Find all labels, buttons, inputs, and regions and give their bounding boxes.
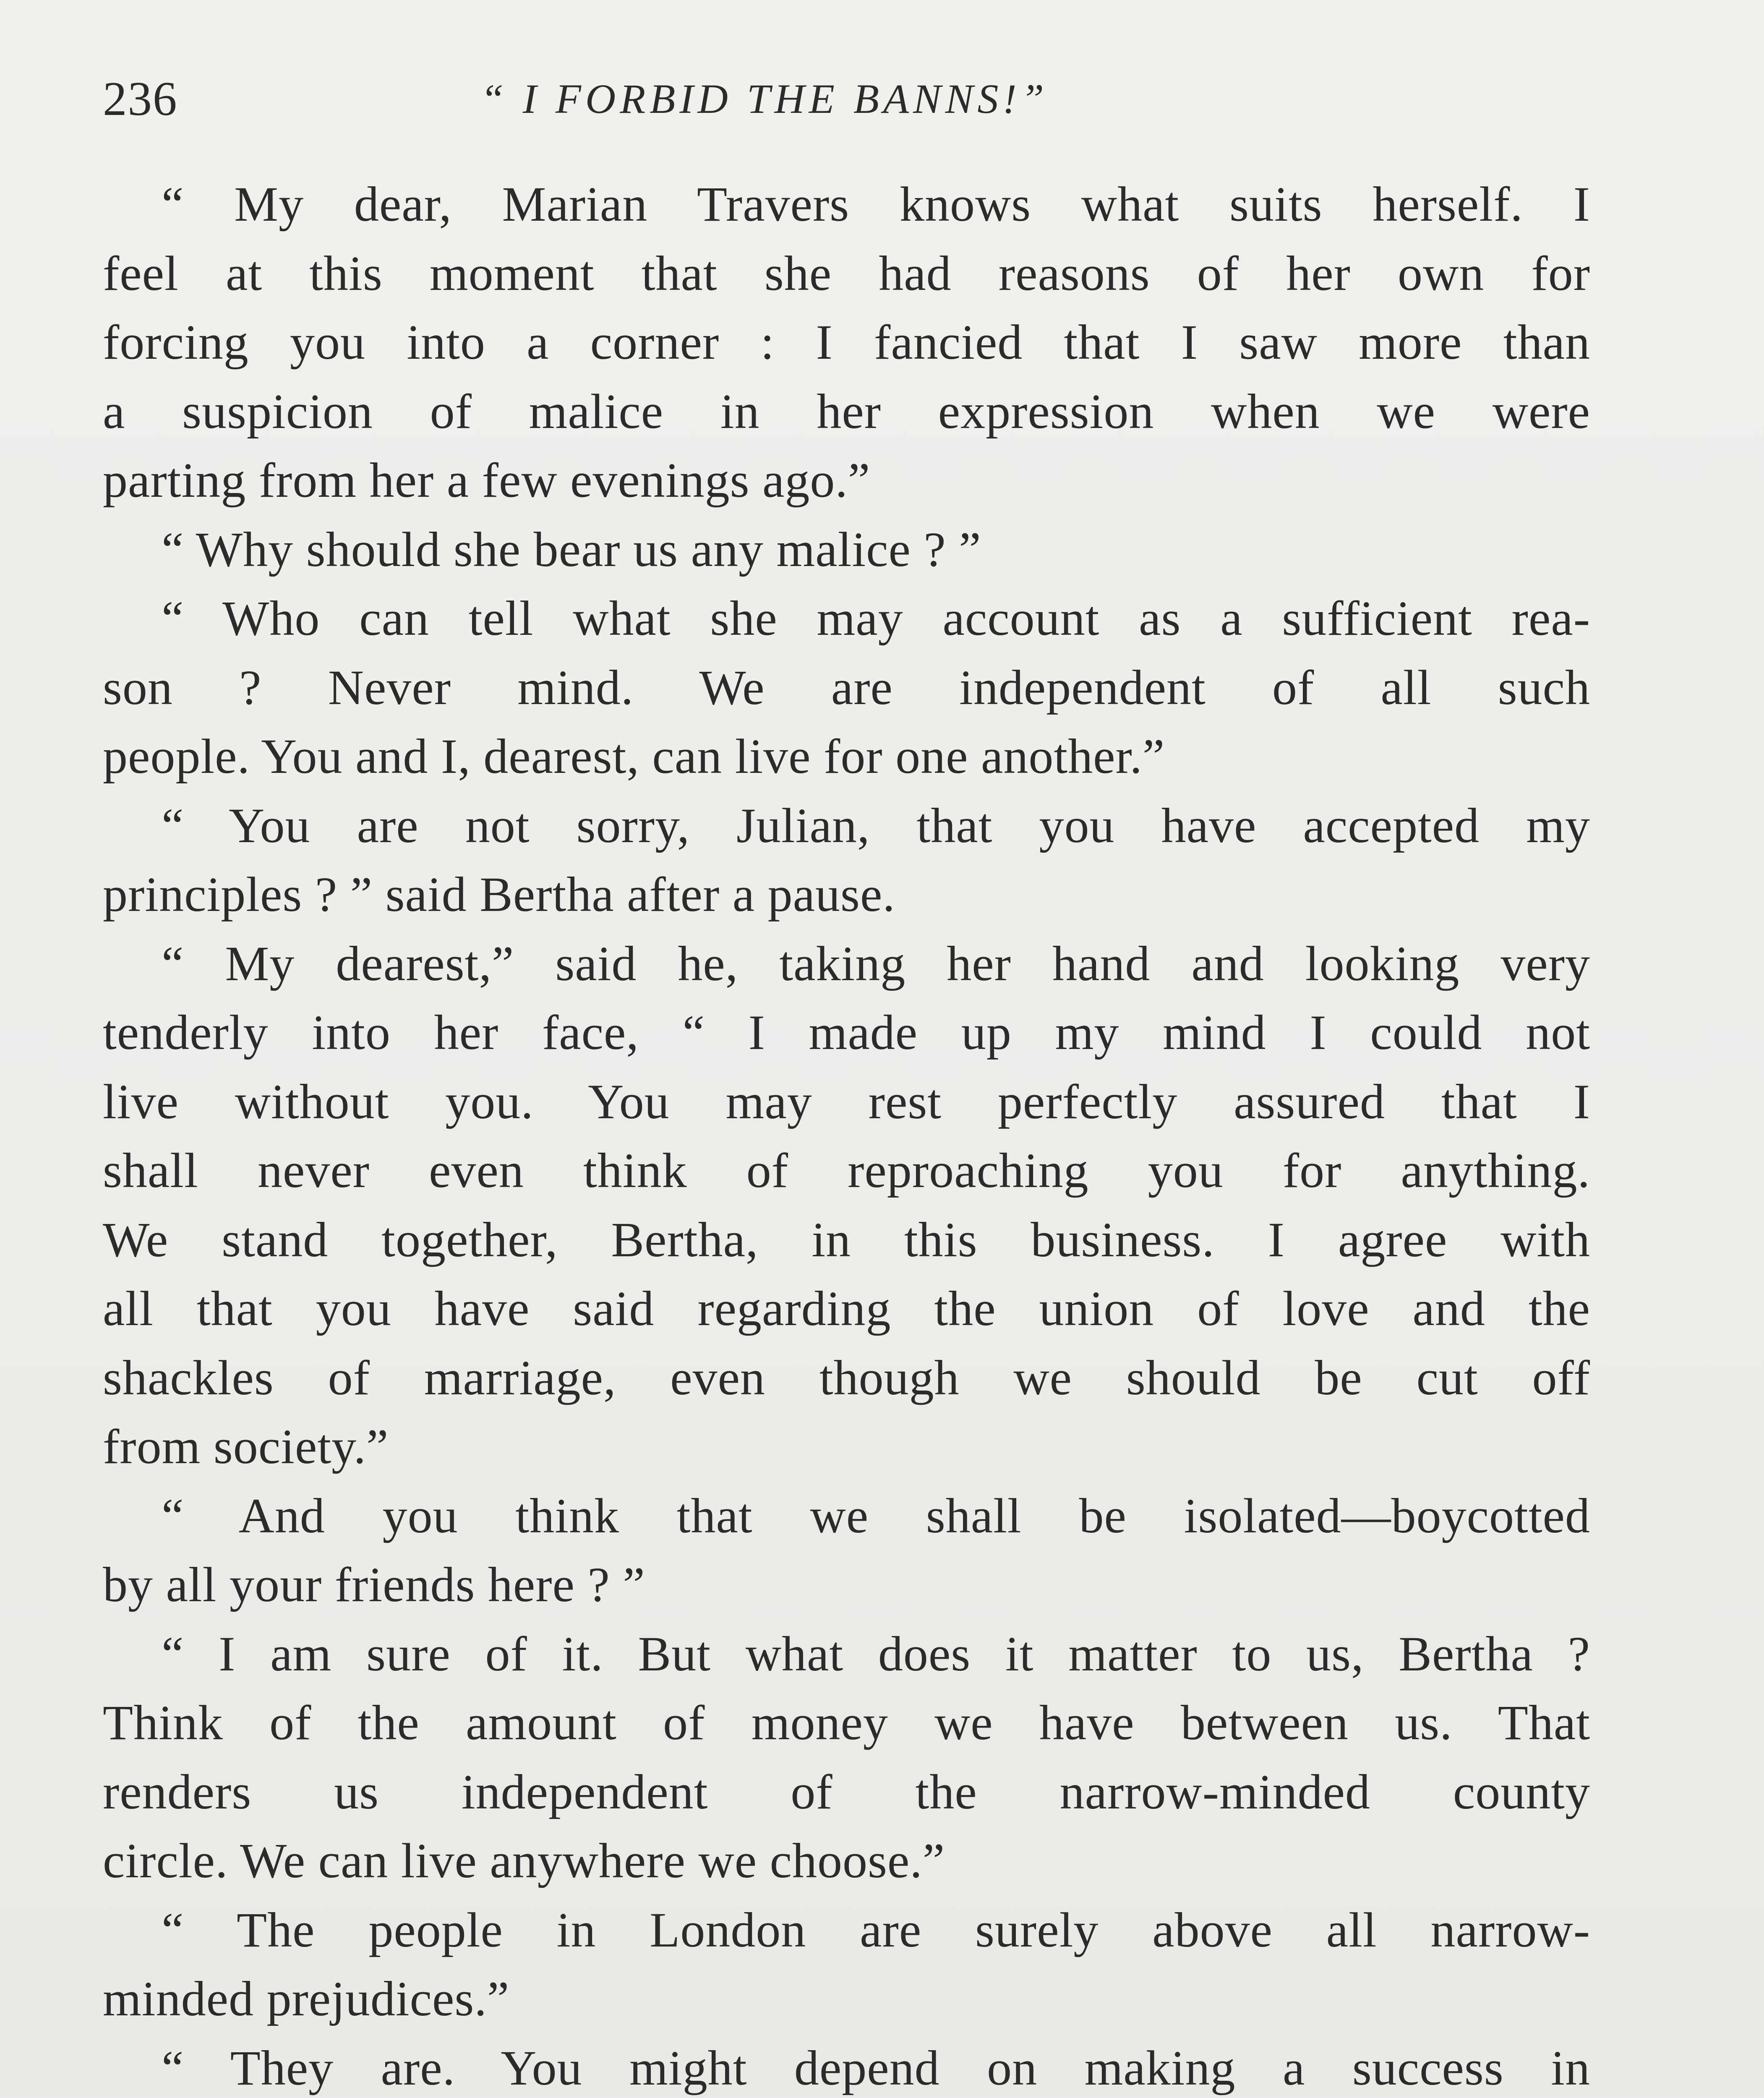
text-line: parting from her a few evenings ago.” xyxy=(103,453,871,508)
text-line: We stand together, Bertha, in this business. I agree with xyxy=(103,1212,1590,1267)
text-line: “ Why should she bear us any malice ? ” xyxy=(162,522,981,577)
text-line: by all your friends here ? ” xyxy=(103,1557,645,1612)
text-line: minded prejudices.” xyxy=(103,1971,510,2026)
text-line: people. You and I, dearest, can live for one another.” xyxy=(103,729,1165,784)
text-line: “ They are. You might depend on making a success in xyxy=(162,2040,1590,2095)
text-line: all that you have said regarding the union of love and the xyxy=(103,1281,1590,1336)
text-line: “ My dearest,” said he, taking her hand and looking very xyxy=(162,936,1590,991)
text-line: tenderly into her face, “ I made up my mind I could not xyxy=(103,1005,1590,1060)
running-title: “ I FORBID THE BANNS!” xyxy=(480,76,1049,122)
text-line: Think of the amount of money we have between us. That xyxy=(103,1695,1590,1750)
text-line: principles ? ” said Bertha after a pause. xyxy=(103,867,895,922)
text-line: renders us independent of the narrow-minded county xyxy=(103,1764,1590,1819)
text-line: “ Who can tell what she may account as a sufficient rea- xyxy=(162,591,1590,646)
text-line: “ I am sure of it. But what does it matter to us, Bertha ? xyxy=(162,1626,1590,1681)
body-text xyxy=(103,170,1590,2098)
text-line: live without you. You may rest perfectly assured that I xyxy=(103,1074,1590,1129)
text-line: “ My dear, Marian Travers knows what suits herself. I xyxy=(162,177,1590,232)
text-line: feel at this moment that she had reasons of her own for xyxy=(103,245,1590,301)
text-line: circle. We can live anywhere we choose.” xyxy=(103,1833,945,1888)
text-line: shackles of marriage, even though we should be cut off xyxy=(103,1350,1590,1405)
text-line: from society.” xyxy=(103,1419,389,1474)
text-line: “ The people in London are surely above all narrow- xyxy=(162,1902,1590,1957)
text-line: “ And you think that we shall be isolated—boycotted xyxy=(162,1488,1590,1543)
text-line: forcing you into a corner : I fancied that I saw more than xyxy=(103,315,1590,370)
text-line: “ You are not sorry, Julian, that you have accepted my xyxy=(162,798,1590,853)
text-line: a suspicion of malice in her expression when we were xyxy=(103,384,1590,439)
text-line: son ? Never mind. We are independent of all such xyxy=(103,660,1590,715)
text-line: shall never even think of reproaching you for anything. xyxy=(103,1143,1590,1198)
page-number: 236 xyxy=(103,72,178,125)
page-header xyxy=(103,63,1590,134)
